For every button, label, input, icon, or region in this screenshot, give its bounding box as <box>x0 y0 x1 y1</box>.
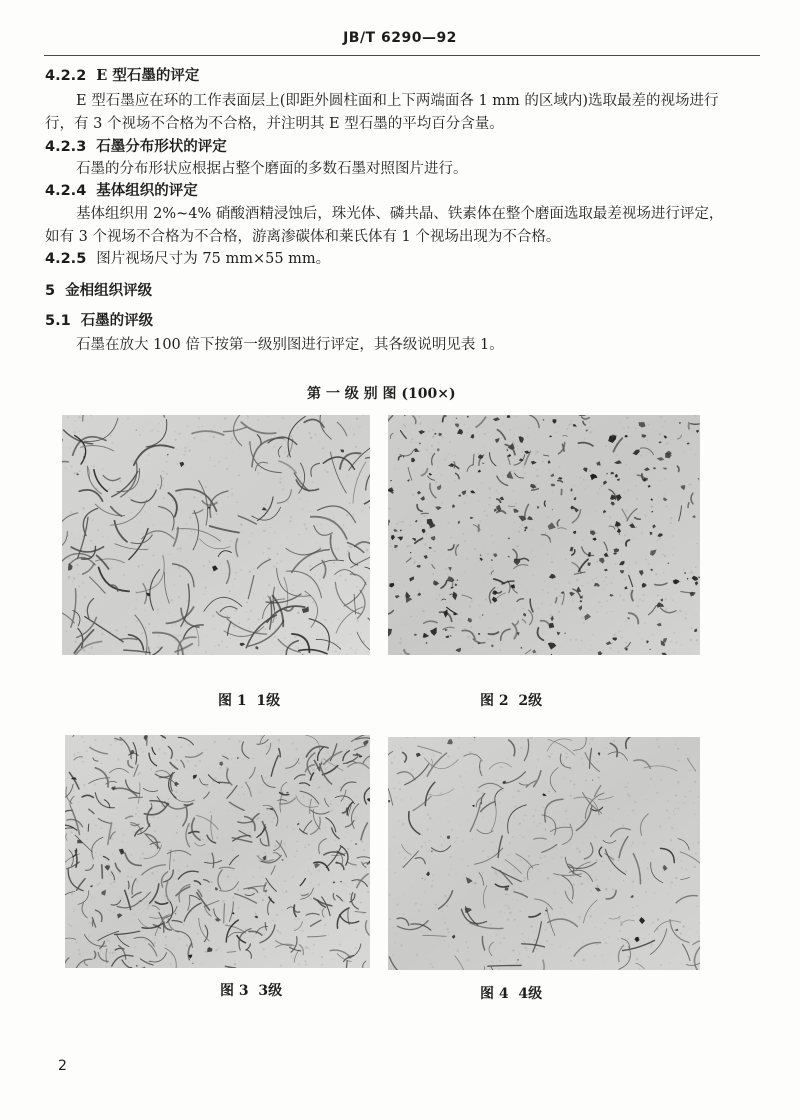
paragraph-line: 如有 3 个视场不合格为不合格，游离渗碳体和莱氏体有 1 个视场出现为不合格。 <box>45 229 561 245</box>
header-rule <box>44 55 760 56</box>
section-4-2-3-heading <box>45 137 227 157</box>
section-4-2-2-heading <box>45 66 199 86</box>
paragraph-line: E 型石墨应在环的工作表面层上(即距外圆柱面和上下两端面各 1 mm 的区域内)选取最差的视场进行 <box>76 93 719 109</box>
section-number: 4.2.2 <box>45 68 87 84</box>
section-number: 4.2.4 <box>45 183 87 199</box>
section-number: 4.2.3 <box>45 139 87 155</box>
figure-group-title: 第 一 级 别 图 (100×) <box>307 386 456 402</box>
section-5-1-heading <box>45 311 153 331</box>
micrograph-figure-2 <box>388 415 700 655</box>
section-4-2-5 <box>45 249 330 269</box>
section-5-heading <box>45 281 152 301</box>
section-title: 石墨的评级 <box>80 312 154 329</box>
micrograph-figure-1 <box>62 415 370 655</box>
section-text: 图片视场尺寸为 75 mm×55 mm。 <box>96 251 331 267</box>
section-title: 金相组织评级 <box>65 282 153 299</box>
page-number: 2 <box>58 1058 67 1074</box>
section-title: 石墨分布形状的评定 <box>96 138 227 155</box>
paragraph-line: 基体组织用 2%~4% 硝酸酒精浸蚀后，珠光体、磷共晶、铁素体在整个磨面选取最差视场进行评定， <box>76 206 724 222</box>
paragraph-line: 石墨在放大 100 倍下按第一级别图进行评定，其各级说明见表 1。 <box>76 337 504 353</box>
micrograph-figure-4 <box>388 737 700 970</box>
section-title: E 型石墨的评定 <box>96 67 200 84</box>
section-4-2-4-heading <box>45 181 198 201</box>
paragraph-line: 行，有 3 个视场不合格为不合格，并注明其 E 型石墨的平均百分含量。 <box>45 116 504 132</box>
figure-caption-3: 图 3 3级 <box>220 983 283 999</box>
figure-caption-4: 图 4 4级 <box>480 986 543 1002</box>
micrograph-figure-3 <box>65 735 370 968</box>
micrograph-background <box>388 737 700 970</box>
section-number: 5.1 <box>45 313 71 329</box>
section-number: 4.2.5 <box>45 251 87 267</box>
section-number: 5 <box>45 283 56 299</box>
figure-caption-1: 图 1 1级 <box>218 693 281 709</box>
standard-code: JB/T 6290—92 <box>343 30 457 46</box>
figure-caption-2: 图 2 2级 <box>480 693 543 709</box>
paragraph-line: 石墨的分布形状应根据占整个磨面的多数石墨对照图片进行。 <box>76 161 468 177</box>
micrograph-background <box>65 735 370 968</box>
section-title: 基体组织的评定 <box>96 182 198 199</box>
